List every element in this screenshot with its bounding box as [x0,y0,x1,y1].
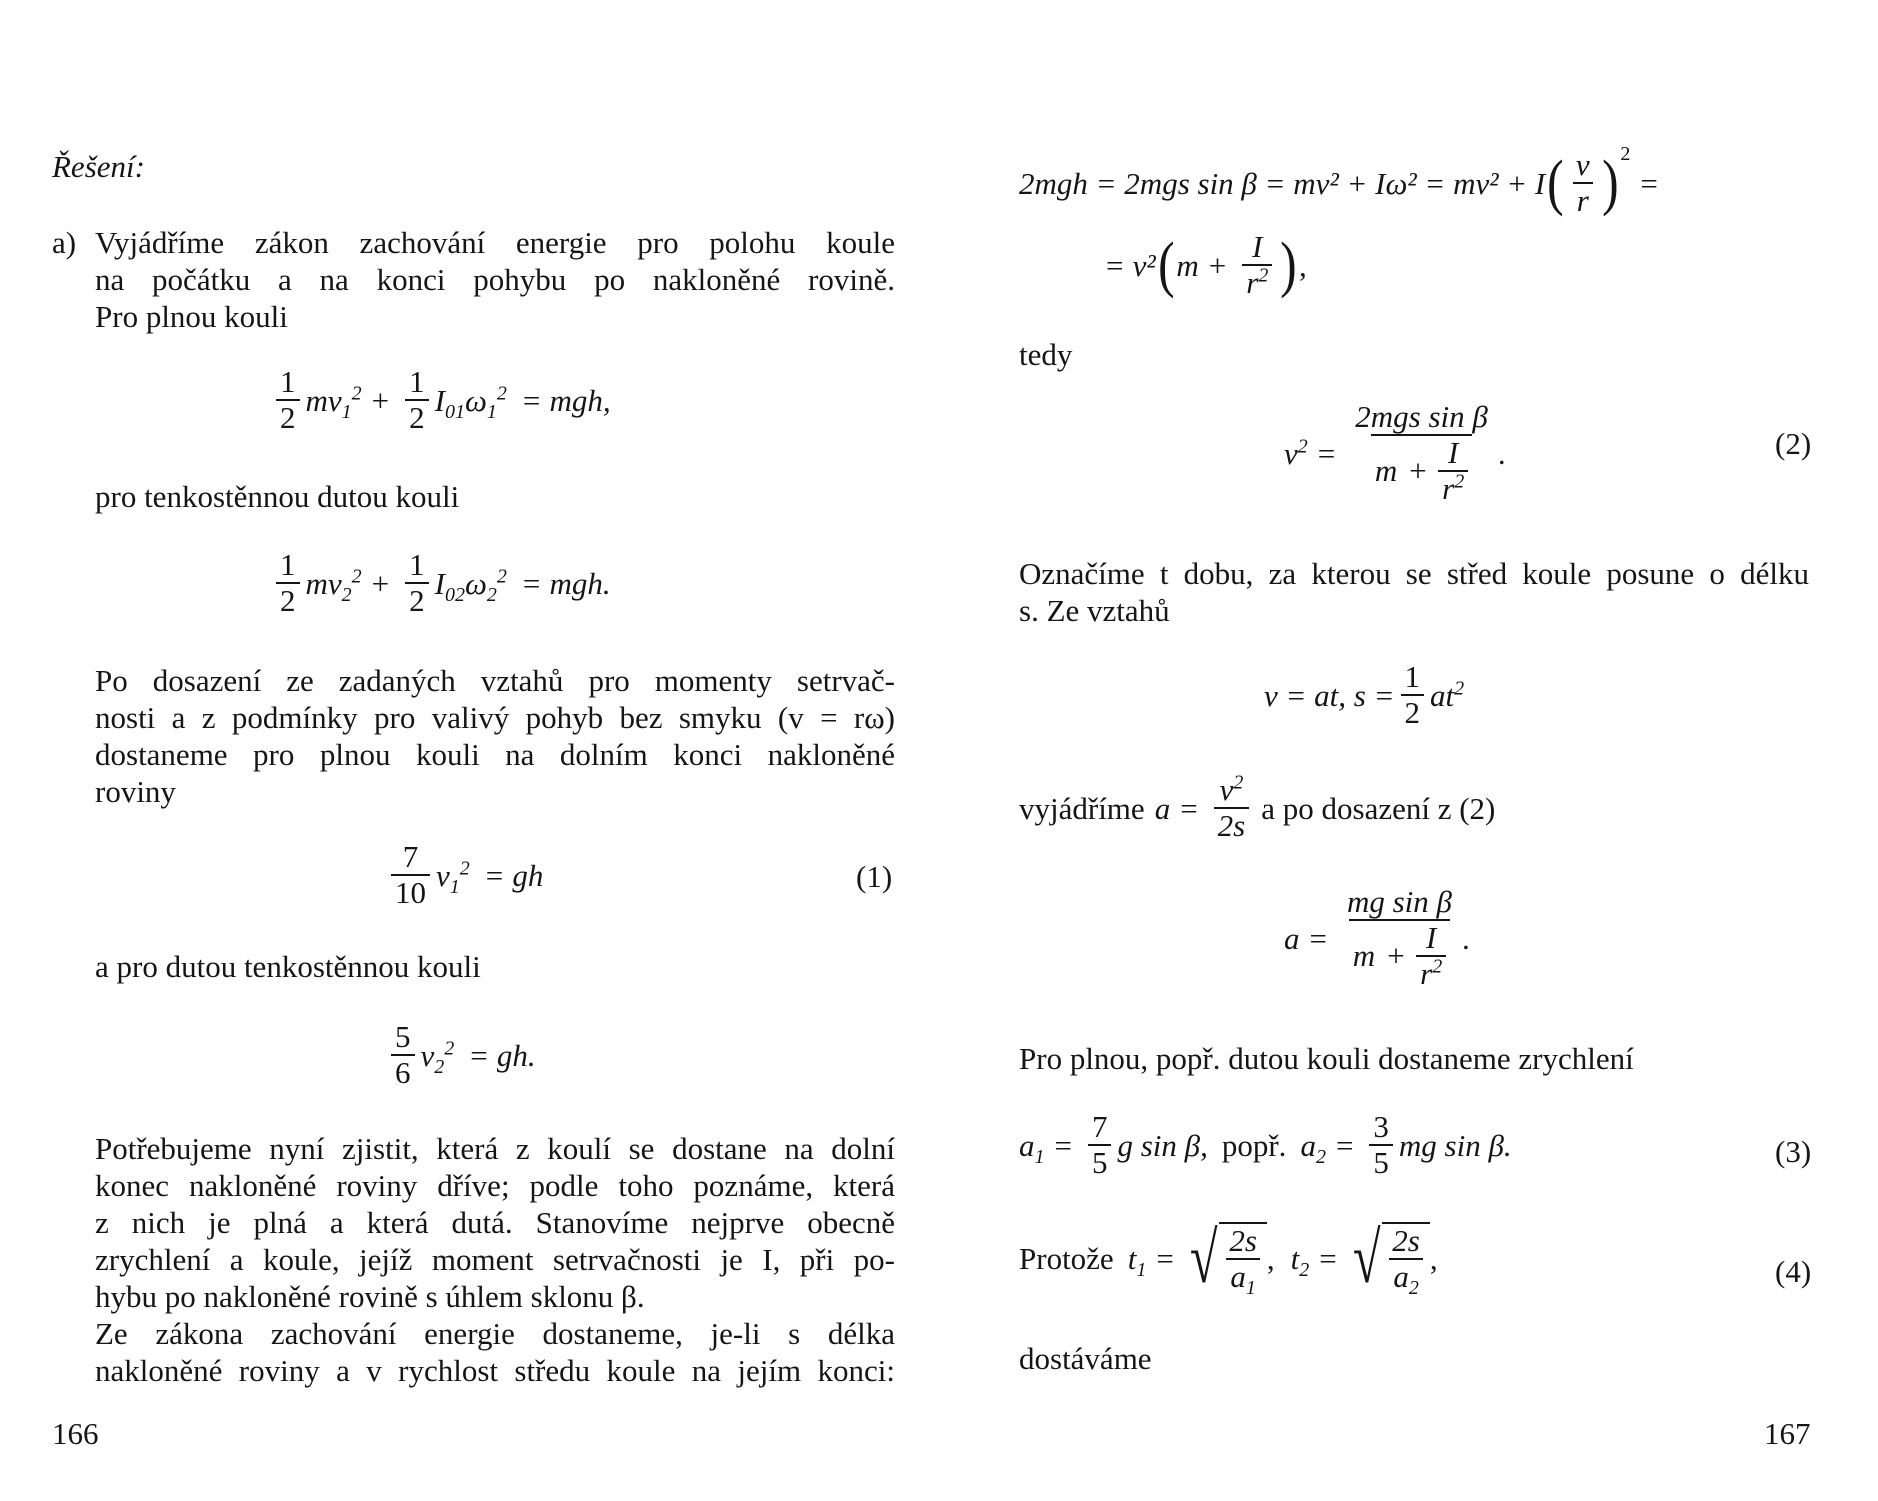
square-root: √ $\frac{2s}{a_2}$ [1347,1222,1430,1294]
fraction: $\frac{I}{r^2}$ [1416,921,1446,991]
text-protoze: Protože [1019,1240,1114,1276]
math-term: 2mgh = 2mgs sin β = mv² + Iω² = mv² + I [1019,165,1546,201]
equation-full-sphere: $\frac{1}{2}$ $mv_1^2$ + $\frac{1}{2}$ $I_{01}\omega_1^2$ = mgh, [270,365,611,435]
text-line: Pro plnou kouli [95,299,288,334]
equation-rhs: = mgh, [520,382,611,418]
text-line: na počátku a na konci pohybu po nakloněné rovině. [95,262,895,297]
paragraph-which-first [95,1130,895,1389]
equation-rhs: = gh [483,857,544,893]
math-term: $I_{01}\omega_1^2$ [434,382,507,423]
equation-acceleration: a = mg sin β m + $\frac{I}{r^2}$ . [1284,884,1470,991]
text-line: konec nakloněné roviny dříve; podle toho poznáme, která [95,1168,895,1203]
equation-4: Protože $t_1$ = √ $\frac{2s}{a_1}$ , $t_2$ = √ $\frac{2s}{a_2}$ , [1019,1218,1438,1300]
math-term: v = at, s = [1264,677,1395,713]
math-term: $v_2^2$ [420,1037,455,1078]
math-term: $mv_2^2$ [305,565,362,606]
item-a-label: a) [52,225,77,260]
equation-3: $a_1$ = $\frac{7}{5}$ g sin β, popř. $a_2$ = $\frac{3}{5}$ mg sin β. [1019,1109,1512,1180]
page-number-right: 167 [1764,1416,1811,1451]
fraction: $\frac{v^2}{2s}$ [1214,773,1250,843]
right-page [939,0,1878,1501]
text-po-dosazeni: a po dosazení z (2) [1261,790,1496,826]
text-popr: popř. [1221,1127,1287,1163]
equation-2: $v^2$ = 2mgs sin β m + $\frac{I}{r^2}$ . [1284,399,1506,506]
fraction: $\frac{2s}{a_2}$ [1388,1224,1424,1294]
equation-number-1: (1) [856,859,893,894]
fraction: $\frac{1}{2}$ [276,548,300,618]
paragraph-energy-intro [95,224,895,335]
fraction: $\frac{1}{2}$ [1401,660,1425,730]
text-line: Vyjádříme zákon zachování energie pro polohu koule [95,225,895,260]
text-line: Potřebujeme nyní zjistit, která z koulí se dostane na dolní [95,1131,895,1166]
equation-hollow-sphere: $\frac{1}{2}$ $mv_2^2$ + $\frac{1}{2}$ $I_{02}\omega_2^2$ = mgh. [270,548,611,618]
paragraph-oznacime [1019,555,1809,629]
equation-1 [385,840,543,910]
fraction: $\frac{I}{r^2}$ [1242,230,1272,300]
text-line: s. Ze vztahů [1019,593,1170,628]
text-line: nakloněné roviny a v rychlost středu koule na jejím konci: [95,1353,895,1388]
text-pro-plnou: Pro plnou, popř. dutou kouli dostaneme zrychlení [1019,1041,1634,1076]
equation-rhs: = gh. [468,1037,536,1073]
text-vyjadrime: vyjádříme [1019,790,1145,826]
equation-rhs: = mgh. [520,565,611,601]
fraction: $\frac{7}{5}$ [1088,1110,1112,1180]
fraction: $\frac{v}{r}$ [1572,148,1594,218]
text-line: roviny [95,774,176,809]
equation-number-3: (3) [1775,1134,1812,1169]
text-tedy: tedy [1019,337,1073,372]
equation-number-4: (4) [1775,1254,1812,1289]
page-number-left: 166 [52,1416,99,1451]
text-line: dostaneme pro plnou kouli na dolním konci nakloněné [95,737,895,772]
equation-hollow-result [385,1020,536,1090]
fraction: mg sin β m + $\frac{I}{r^2}$ [1346,884,1452,991]
fraction: $\frac{2s}{a_1}$ [1225,1224,1261,1294]
text-line: Ze zákona zachování energie dostaneme, je-li s délka [95,1316,895,1351]
square-root: √ $\frac{2s}{a_1}$ [1184,1222,1267,1294]
paragraph-substitution [95,662,895,810]
fraction: 2mgs sin β m + $\frac{I}{r^2}$ [1355,399,1488,506]
fraction: $\frac{I}{r^2}$ [1438,436,1468,506]
text-line: nosti a z podmínky pro valivý pohyb bez smyku (v = rω) [95,700,895,735]
equation-energy-line2: = v² ( m + $\frac{I}{r^2}$ ) , [1104,229,1307,300]
solution-heading: Řešení: [52,149,145,184]
equation-energy-line1: 2mgh = 2mgs sin β = mv² + Iω² = mv² + I ( $\frac{v}{r}$ ) 2 = [1019,143,1658,218]
text-line: z nich je plná a která dutá. Stanovíme nejprve obecně [95,1205,895,1240]
text-hollow-sphere: pro tenkostěnnou dutou kouli [95,479,460,514]
fraction: $\frac{1}{2}$ [405,365,429,435]
fraction: $\frac{3}{5}$ [1369,1110,1393,1180]
fraction: $\frac{1}{2}$ [276,365,300,435]
math-term: $mv_1^2$ [305,382,362,423]
math-term: = v² [1104,247,1156,283]
text-line: Po dosazení ze zadaných vztahů pro momenty setrvač- [95,663,895,698]
text-dostavame: dostáváme [1019,1341,1152,1376]
equation-express-a: vyjádříme a = $\frac{v^2}{2s}$ a po dosazení z (2) [1019,771,1496,843]
math-term: $I_{02}\omega_2^2$ [434,565,507,606]
text-line: zrychlení a koule, jejíž moment setrvačnosti je I, při po- [95,1242,895,1277]
equation-number-2: (2) [1775,426,1812,461]
fraction: $\frac{7}{10}$ [391,840,430,910]
fraction: $\frac{5}{6}$ [391,1020,415,1090]
text-line: hybu po nakloněné rovině s úhlem sklonu β. [95,1279,645,1314]
math-term: $v_1^2$ [436,857,470,898]
equation-kinematics: v = at, s = $\frac{1}{2}$ $at^2$ [1264,659,1465,730]
text-line: Označíme t dobu, za kterou se střed koule posune o délku [1019,556,1809,591]
fraction: $\frac{1}{2}$ [405,548,429,618]
text-hollow-sphere-2: a pro dutou tenkostěnnou kouli [95,949,481,984]
